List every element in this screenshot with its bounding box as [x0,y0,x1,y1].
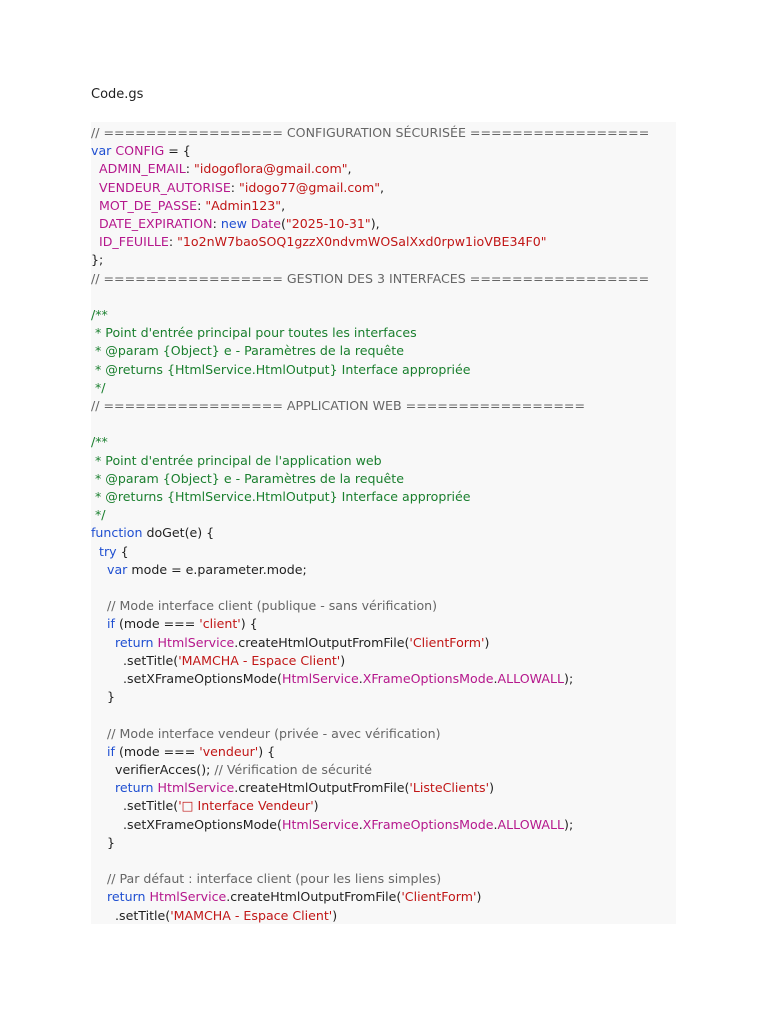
code-token-comment: // ================= APPLICATION WEB ================= [91,398,586,413]
code-token-plain [91,180,99,195]
code-token-ident: CONFIG [115,143,165,159]
code-line [91,142,191,160]
code-token-prop: ADMIN_EMAIL [99,161,186,177]
code-token-plain: ), [370,216,380,231]
code-token-plain: ) [489,780,494,796]
code-line [91,197,285,215]
code-line [91,124,649,142]
code-token-comment: // Mode interface client (publique - sans vérification) [107,598,438,614]
code-token-plain: }; [91,252,104,268]
code-token-plain [91,234,99,249]
code-line [91,597,437,615]
code-line [91,615,258,633]
code-token-plain: mode = e.parameter.mode; [127,561,307,577]
code-token-ident: XFrameOptionsMode [362,816,494,832]
code-token-comment: // Vérification de sécurité [214,762,372,777]
code-line [91,743,275,761]
code-line [91,397,585,415]
code-token-comment: // Par défaut : interface client (pour les liens simples) [107,871,442,887]
code-token-plain: .createHtmlOutputFromFile( [234,780,410,796]
code-line [91,470,404,488]
code-line [91,379,106,397]
code-token-plain: .setXFrameOptionsMode( [91,671,282,686]
code-token-string: 'MAMCHA - Espace Client' [170,907,333,923]
code-token-string: '□ Interface Vendeur' [178,798,314,814]
code-token-ident: ALLOWALL [497,816,565,832]
code-token-prop: ID_FEUILLE [99,234,169,250]
code-token-plain: (mode === [114,616,200,632]
code-token-plain [91,216,99,231]
code-token-plain [91,616,107,631]
code-token-keyword: if [107,616,115,632]
code-line [91,433,108,451]
code-token-plain: ); [564,816,574,832]
code-token-plain [91,871,107,886]
code-token-plain: ) [484,634,490,650]
code-token-plain: .createHtmlOutputFromFile( [234,634,410,650]
code-token-string: 'ClientForm' [401,889,477,905]
code-token-plain [91,889,107,904]
code-token-plain: : [212,216,221,231]
code-line [91,306,108,324]
code-token-doc: * @returns {HtmlService.HtmlOutput} Interface appropriée [91,361,471,377]
code-token-plain: (mode === [114,743,200,759]
code-token-keyword: function [91,525,147,541]
code-token-ident: HtmlService [281,671,359,686]
code-token-string: 'ListeClients' [409,780,490,796]
code-token-plain: : [197,197,206,213]
code-token-plain: verifierAcces(); [91,762,215,777]
code-line [91,907,337,924]
code-token-keyword: var [91,143,116,159]
code-token-doc: * @param {Object} e - Paramètres de la requête [91,343,404,359]
code-line [91,870,441,888]
code-line [91,670,573,688]
code-line [91,834,115,852]
code-token-comment: // ================= CONFIGURATION SÉCURISÉE ================= [91,125,650,140]
code-token-doc: * @returns {HtmlService.HtmlOutput} Interface appropriée [91,489,471,504]
code-token-prop: VENDEUR_AUTORISE [99,179,231,195]
code-token-plain [91,544,99,559]
code-token-plain: . [493,671,498,686]
code-token-string: 'MAMCHA - Espace Client' [178,652,341,668]
code-token-keyword: return [115,634,158,650]
code-token-ident: HtmlService [157,634,235,650]
code-token-plain: .createHtmlOutputFromFile( [226,889,402,905]
code-token-string: "2025-10-31" [285,216,371,231]
code-token-plain: .setTitle( [91,907,171,923]
code-token-ident: Date [250,216,281,231]
code-line [91,779,494,797]
code-token-keyword: try [99,543,117,559]
code-line [91,452,382,470]
code-token-doc: */ [91,379,106,395]
code-token-doc: * Point d'entrée principal de l'application web [91,452,382,468]
code-token-plain [91,598,107,613]
code-token-string: "Admin123" [205,197,282,213]
code-line [91,342,404,360]
code-line [91,251,103,269]
code-token-doc: /** [91,434,108,450]
code-token-string: "1o2nW7baoSOQ1gzzX0ndvmWOSalXxd0rpw1ioVBE34F0" [177,234,547,250]
code-line [91,233,547,251]
code-token-plain [91,198,99,213]
code-token-prop: DATE_EXPIRATION [99,216,213,231]
code-token-plain [91,161,99,176]
code-token-keyword: if [107,743,115,759]
code-token-string: 'ClientForm' [409,634,485,650]
code-token-plain [91,744,107,759]
code-token-plain [91,635,115,650]
code-token-plain: ); [564,671,574,686]
code-line [91,652,345,670]
code-line [91,215,380,233]
code-token-plain: ) { [258,743,276,759]
code-token-plain: } [91,834,116,850]
code-token-plain: ) [476,889,482,905]
code-token-doc: * Point d'entrée principal pour toutes les interfaces [91,325,417,341]
code-token-plain: : [230,179,240,195]
code-token-string: "idogoflora@gmail.com" [194,161,348,177]
code-token-ident: HtmlService [149,889,227,905]
code-line [91,561,307,579]
code-token-string: 'vendeur' [199,743,259,759]
code-line [91,506,106,524]
code-token-comment: // Mode interface vendeur (privée - avec vérification) [107,725,441,741]
code-token-doc: * @param {Object} e - Paramètres de la requête [91,470,404,486]
code-line [91,797,319,815]
code-token-keyword: return [115,780,158,796]
code-token-string: "idogo77@gmail.com" [239,179,381,195]
code-line [91,160,352,178]
code-token-plain: ( [281,216,286,231]
code-token-comment: // ================= GESTION DES 3 INTERFACES ================= [91,270,650,286]
code-token-keyword: return [107,889,150,905]
code-token-prop: MOT_DE_PASSE [99,197,198,213]
code-token-plain: ) [340,652,346,668]
code-token-keyword: var [107,561,128,577]
code-token-plain: ) { [240,616,258,632]
code-token-ident: HtmlService [281,816,359,832]
code-token-doc: /** [91,307,108,322]
code-line [91,761,372,779]
code-block [91,122,676,924]
code-line [91,725,441,743]
code-token-plain: : [168,234,178,250]
code-token-plain: , [347,161,352,177]
code-line [91,888,481,906]
code-token-plain [91,562,107,577]
code-token-plain: = { [164,143,191,159]
code-token-ident: HtmlService [157,780,235,796]
code-line [91,688,115,706]
code-line [91,634,489,652]
code-token-doc: */ [91,507,106,523]
code-token-ident: XFrameOptionsMode [362,671,494,686]
code-token-plain: doGet(e) { [146,525,215,541]
code-token-plain: , [380,179,385,195]
code-token-plain: : [185,161,195,177]
code-token-plain: , [281,197,286,213]
code-token-plain: } [91,689,116,705]
code-line [91,488,471,506]
code-token-string: 'client' [199,616,241,632]
code-line [91,524,214,542]
code-line [91,816,573,834]
code-token-ident: ALLOWALL [497,671,565,686]
code-token-plain: .setTitle( [91,798,179,814]
code-token-keyword: new [220,216,251,231]
code-line [91,270,649,288]
file-title: Code.gs [91,87,144,102]
code-line [91,543,129,561]
code-line [91,324,417,342]
code-token-plain: .setXFrameOptionsMode( [91,816,282,832]
code-line [91,179,384,197]
code-token-plain: .setTitle( [91,652,179,668]
code-token-plain [91,780,115,795]
code-token-plain: . [358,671,363,686]
code-token-plain [91,726,107,741]
code-token-plain: . [493,816,498,832]
code-line [91,361,471,379]
code-token-plain: ) [313,798,319,814]
code-token-plain: { [116,543,129,559]
code-token-plain: . [358,816,363,832]
code-token-plain: ) [332,907,338,923]
